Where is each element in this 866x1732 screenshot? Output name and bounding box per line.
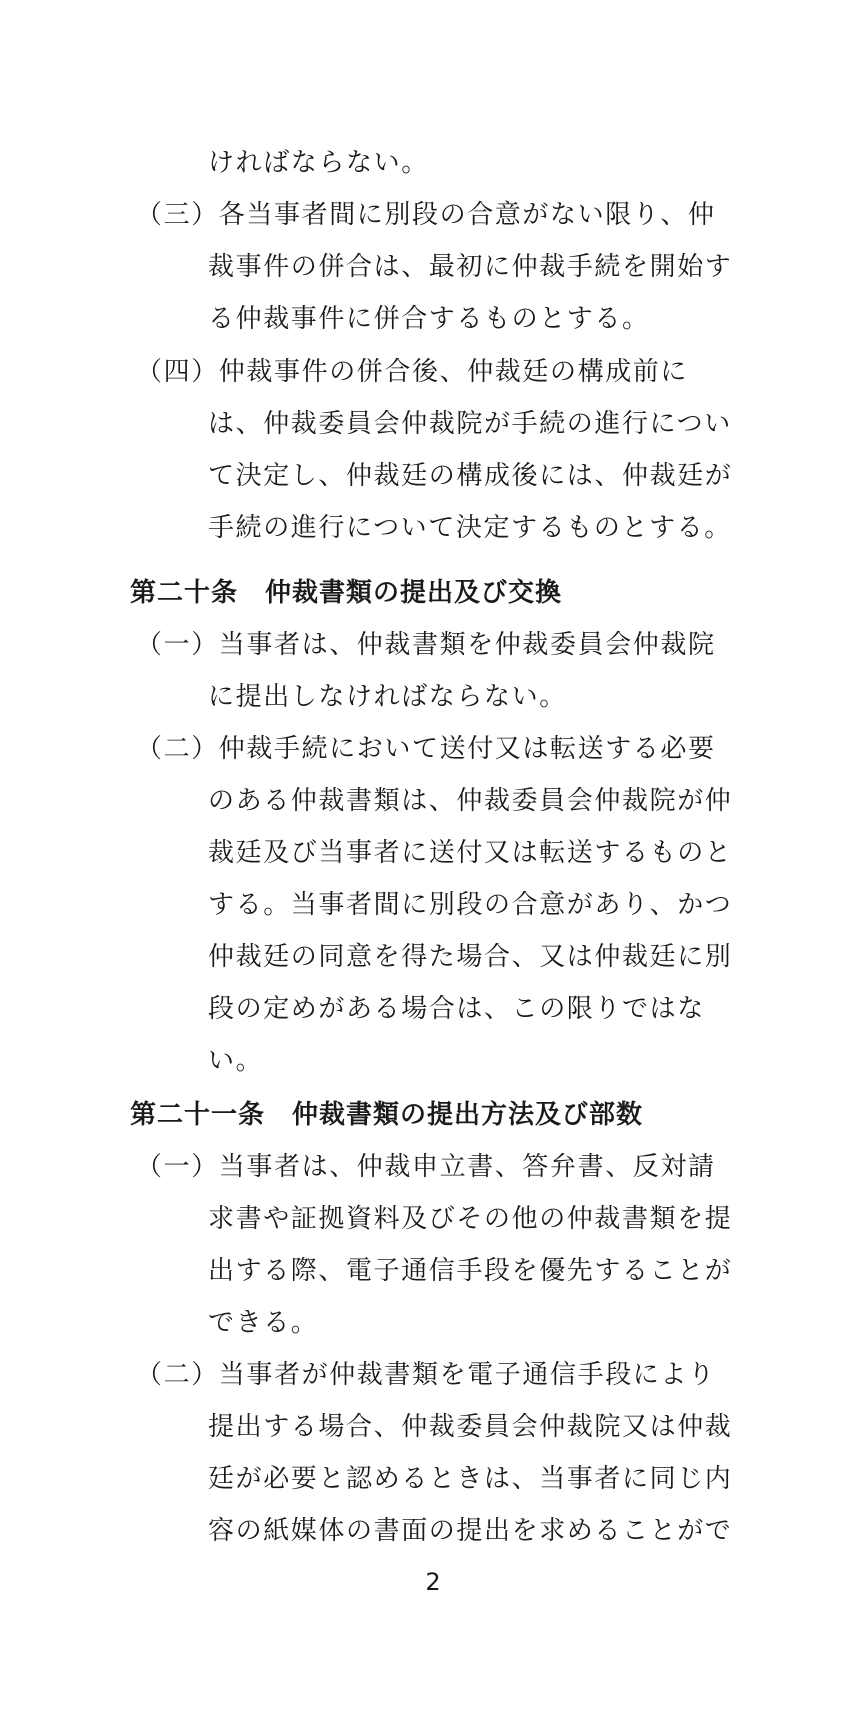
paragraph-line: できる。 bbox=[208, 1308, 319, 1338]
paragraph-line: に提出しなければならない。 bbox=[208, 682, 567, 712]
paragraph-line: 容の紙媒体の書面の提出を求めることがで bbox=[208, 1516, 733, 1546]
list-item-line: （二）仲裁手続において送付又は転送する必要 bbox=[136, 734, 716, 764]
paragraph-line: ければならない。 bbox=[208, 148, 429, 178]
paragraph-line: い。 bbox=[208, 1046, 264, 1076]
article-heading: 第二十条 仲裁書類の提出及び交換 bbox=[130, 578, 563, 608]
list-item-line: （四）仲裁事件の併合後、仲裁廷の構成前に bbox=[136, 357, 689, 387]
paragraph-line: 手続の進行について決定するものとする。 bbox=[208, 513, 732, 543]
list-item-line: （一）当事者は、仲裁書類を仲裁委員会仲裁院 bbox=[136, 630, 716, 660]
paragraph-line: 仲裁廷の同意を得た場合、又は仲裁廷に別 bbox=[208, 942, 733, 972]
paragraph-line: は、仲裁委員会仲裁院が手続の進行につい bbox=[208, 409, 732, 439]
paragraph-line: 段の定めがある場合は、この限りではな bbox=[208, 994, 705, 1024]
article-heading: 第二十一条 仲裁書類の提出方法及び部数 bbox=[130, 1100, 644, 1130]
paragraph-line: 裁廷及び当事者に送付又は転送するものと bbox=[208, 838, 733, 868]
paragraph-line: する。当事者間に別段の合意があり、かつ bbox=[208, 890, 733, 920]
paragraph-line: る仲裁事件に併合するものとする。 bbox=[208, 304, 650, 334]
paragraph-line: 求書や証拠資料及びその他の仲裁書類を提 bbox=[208, 1204, 733, 1234]
list-item-line: （二）当事者が仲裁書類を電子通信手段により bbox=[136, 1360, 716, 1390]
paragraph-line: 廷が必要と認めるときは、当事者に同じ内 bbox=[208, 1464, 733, 1494]
paragraph-line: 裁事件の併合は、最初に仲裁手続を開始す bbox=[208, 252, 733, 282]
page-number: 2 bbox=[425, 1568, 441, 1596]
list-item-line: （一）当事者は、仲裁申立書、答弁書、反対請 bbox=[136, 1152, 716, 1182]
paragraph-line: のある仲裁書類は、仲裁委員会仲裁院が仲 bbox=[208, 786, 733, 816]
paragraph-line: て決定し、仲裁廷の構成後には、仲裁廷が bbox=[208, 461, 733, 491]
paragraph-line: 提出する場合、仲裁委員会仲裁院又は仲裁 bbox=[208, 1412, 733, 1442]
paragraph-line: 出する際、電子通信手段を優先することが bbox=[208, 1256, 733, 1286]
list-item-line: （三）各当事者間に別段の合意がない限り、仲 bbox=[136, 200, 716, 230]
